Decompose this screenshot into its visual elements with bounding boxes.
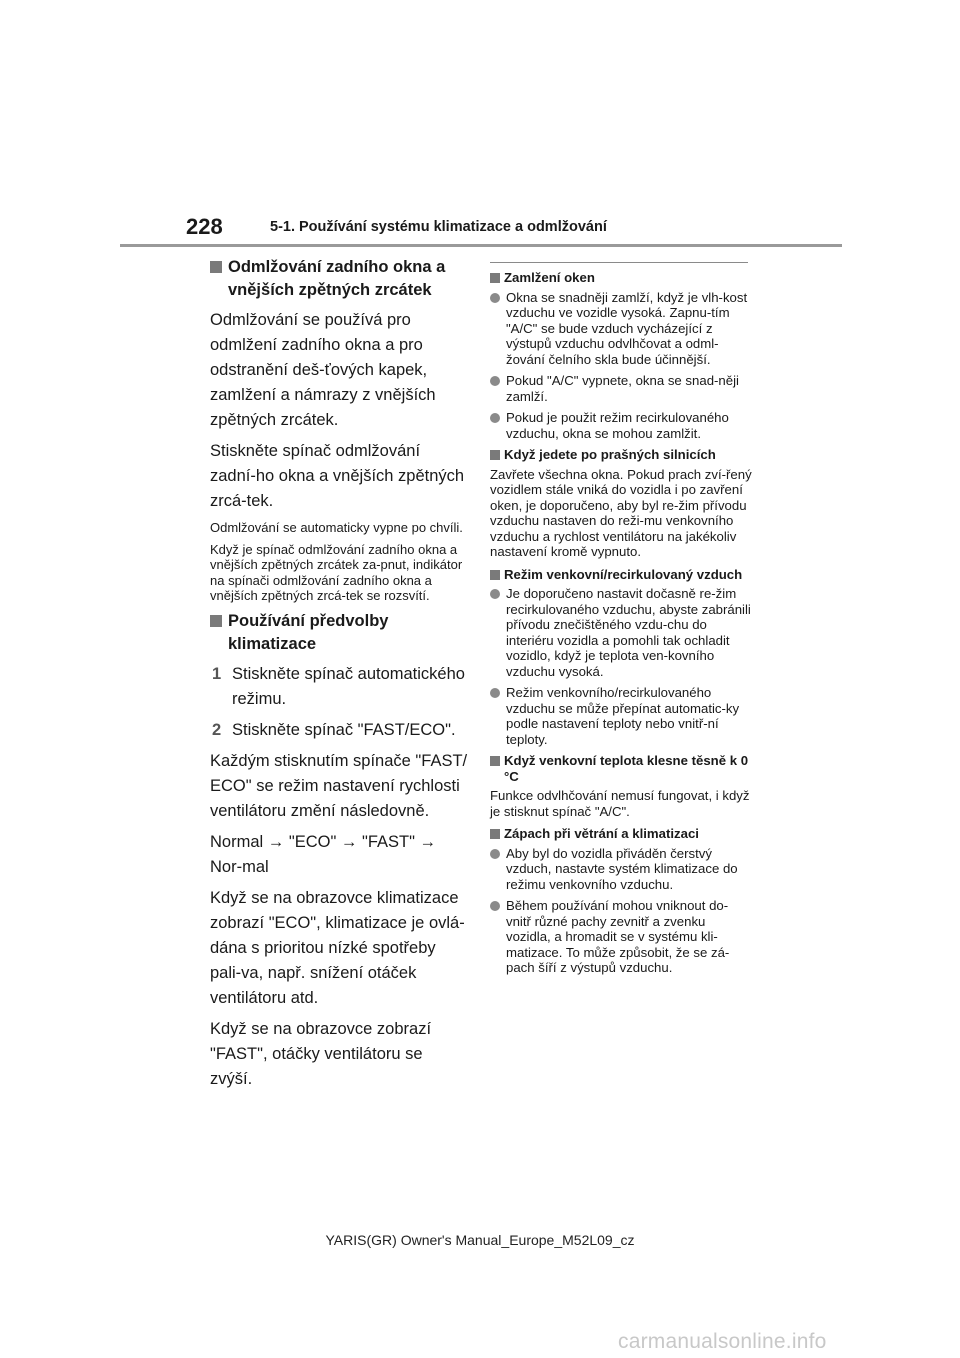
note: Odmlžování se automaticky vypne po chvíli. [210, 520, 463, 535]
watermark: carmanualsonline.info [618, 1330, 827, 1353]
note: Když je spínač odmlžování zadního okna a vnějších zpětných zrcátek za-pnut, indikátor na spínači odmlžování zadního okna a vnějších zpětných zrcá-tek se rozsvítí. [210, 541, 463, 603]
step-item: 2 Stiskněte spínač "FAST/ECO". [210, 718, 468, 743]
circle-bullet-icon [490, 413, 500, 423]
paragraph: Funkce odvlhčování nemusí fungovat, i když je stisknut spínač "A/C". [490, 788, 750, 819]
circle-bullet-icon [490, 293, 500, 303]
page-footer [0, 1232, 960, 1248]
paragraph: Normal → "ECO" → "FAST" → Nor-mal [210, 832, 437, 876]
square-bullet-icon [210, 261, 222, 273]
paragraph: Odmlžování se používá pro odmlžení zadního okna a pro odstranění deš-ťových kapek, zamlžení a námrazy z vnějších zpětných zrcátek. [210, 311, 436, 429]
section-title: 5-1. Používání systému klimatizace a odmlžování [270, 219, 607, 235]
heading-fogging: Zamlžení oken [490, 270, 752, 286]
page-header [0, 0, 960, 250]
circle-bullet-icon [490, 589, 500, 599]
paragraph: Každým stisknutím spínače "FAST/ ECO" se režim nastavení rychlosti ventilátoru změní následovně. [210, 751, 468, 820]
left-column [210, 256, 468, 1098]
header-divider [120, 244, 842, 247]
heading-low-temperature: Když venkovní teplota klesne těsně k 0 °C [490, 753, 752, 784]
square-bullet-icon [490, 273, 500, 283]
list-item: Pokud "A/C" vypnete, okna se snad-něji zamlží. [490, 373, 752, 404]
square-bullet-icon [490, 570, 500, 580]
heading-rear-defogger: Odmlžování zadního okna a vnějších zpětných zrcátek [210, 256, 468, 302]
square-bullet-icon [210, 615, 222, 627]
paragraph: Stiskněte spínač odmlžování zadní-ho okna a vnějších zpětných zrcá-tek. [210, 442, 465, 510]
heading-dusty-roads: Když jedete po prašných silnicích [490, 447, 752, 463]
paragraph: Zavřete všechna okna. Pokud prach zví-řený vozidlem stále vniká do vozidla i po zavření oken, je doporučeno, aby byl re-žim přívodu vzduchu nastaven do reži-mu venkovního vzduchu a rychlost ventilátoru na jakékoliv nastavení kromě vypnuto. [490, 466, 752, 559]
manual-id: YARIS(GR) Owner's Manual_Europe_M52L09_cz [325, 1232, 635, 1248]
square-bullet-icon [490, 829, 500, 839]
column-divider [490, 262, 748, 263]
square-bullet-icon [490, 450, 500, 460]
paragraph: Když se na obrazovce klimatizace zobrazí "ECO", klimatizace je ovlá-dána s prioritou nízké spotřeby pali-va, např. snížení otáček ventilátoru atd. [210, 888, 465, 1007]
circle-bullet-icon [490, 901, 500, 911]
paragraph: Když se na obrazovce zobrazí "FAST", otáčky ventilátoru se zvýší. [210, 1019, 432, 1088]
list-item: Okna se snadněji zamlží, když je vlh-kost vzduchu ve vozidle vysoká. Zapnu-tím "A/C" se bude vzduch vycházející z výstupů vzduchu odvlhčovat a odml-žování čelního skla bude účinnější. [490, 290, 752, 368]
step-item: 1 Stiskněte spínač automatického režimu. [210, 662, 468, 712]
heading-preset: Používání předvolby klimatizace [210, 610, 468, 656]
list-item: Během používání mohou vniknout do-vnitř různé pachy zevnitř a zvenku vozidla, a hromadit se v systému kli-matizace. To může způsobit, že se zá-pach šíří z výstupů vzduchu. [490, 898, 752, 976]
step-number: 1 [212, 664, 222, 683]
list-item: Je doporučeno nastavit dočasně re-žim recirkulovaného vzduchu, abyste zabránili přívodu znečištěného vzdu-chu do interiéru vozidla a pomohli tak ochladit vozidlo, když je teplota ven-kovního vzduchu vysoká. [490, 586, 752, 679]
heading-outside-recirc: Režim venkovní/recirkulovaný vzduch [490, 567, 752, 583]
step-number: 2 [212, 720, 222, 739]
circle-bullet-icon [490, 688, 500, 698]
page-number: 228 [186, 214, 223, 239]
list-item: Režim venkovního/recirkulovaného vzduchu se může přepínat automatic-ky podle nastavení teploty nebo vnitř-ní teploty. [490, 685, 752, 747]
list-item: Aby byl do vozidla přiváděn čerstvý vzduch, nastavte systém klimatizace do režimu venkovního vzduchu. [490, 846, 752, 893]
circle-bullet-icon [490, 849, 500, 859]
heading-odors: Zápach při větrání a klimatizaci [490, 826, 752, 842]
circle-bullet-icon [490, 376, 500, 386]
right-column [490, 262, 752, 982]
list-item: Pokud je použit režim recirkulovaného vzduchu, okna se mohou zamlžit. [490, 410, 752, 441]
square-bullet-icon [490, 756, 500, 766]
